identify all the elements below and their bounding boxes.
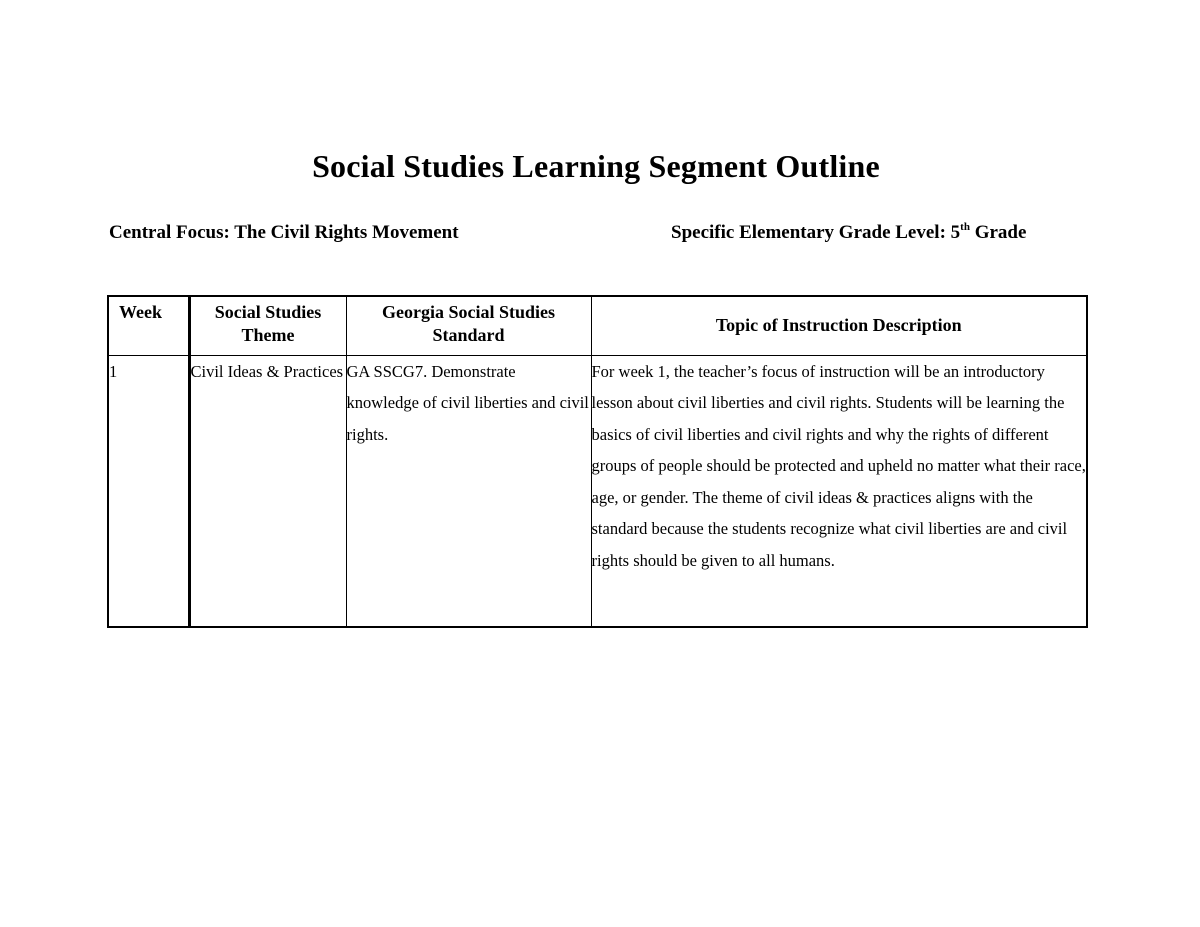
header-theme: Social Studies Theme bbox=[189, 296, 346, 355]
page-title: Social Studies Learning Segment Outline bbox=[312, 148, 880, 184]
cell-topic: For week 1, the teacher’s focus of instruction will be an introductory lesson about civil liberties and civil rights. Students will be learning the basics of civil liberties and civil rights and why the rights of different groups of people should be protected and upheld no matter what their race, age, or gender. The theme of civil ideas & practices aligns with the standard because the students recognize what civil liberties are and civil rights should be given to all humans. bbox=[591, 355, 1087, 627]
table-row bbox=[108, 355, 1087, 627]
cell-week: 1 bbox=[108, 355, 189, 627]
grade-level-superscript: th bbox=[960, 221, 970, 233]
cell-theme: Civil Ideas & Practices bbox=[189, 355, 346, 627]
central-focus: Central Focus: The Civil Rights Movement bbox=[109, 222, 459, 243]
grade-level-suffix: Grade bbox=[969, 222, 1027, 243]
learning-segment-table bbox=[107, 295, 1088, 628]
grade-level bbox=[671, 222, 1026, 244]
header-standard: Georgia Social Studies Standard bbox=[346, 296, 591, 355]
grade-level-prefix: Specific Elementary Grade Level: 5 bbox=[671, 222, 961, 243]
table-header-row bbox=[108, 296, 1087, 355]
header-topic: Topic of Instruction Description bbox=[591, 296, 1087, 355]
header-week: Week bbox=[108, 296, 189, 355]
cell-standard: GA SSCG7. Demonstrate knowledge of civil liberties and civil rights. bbox=[346, 355, 591, 627]
